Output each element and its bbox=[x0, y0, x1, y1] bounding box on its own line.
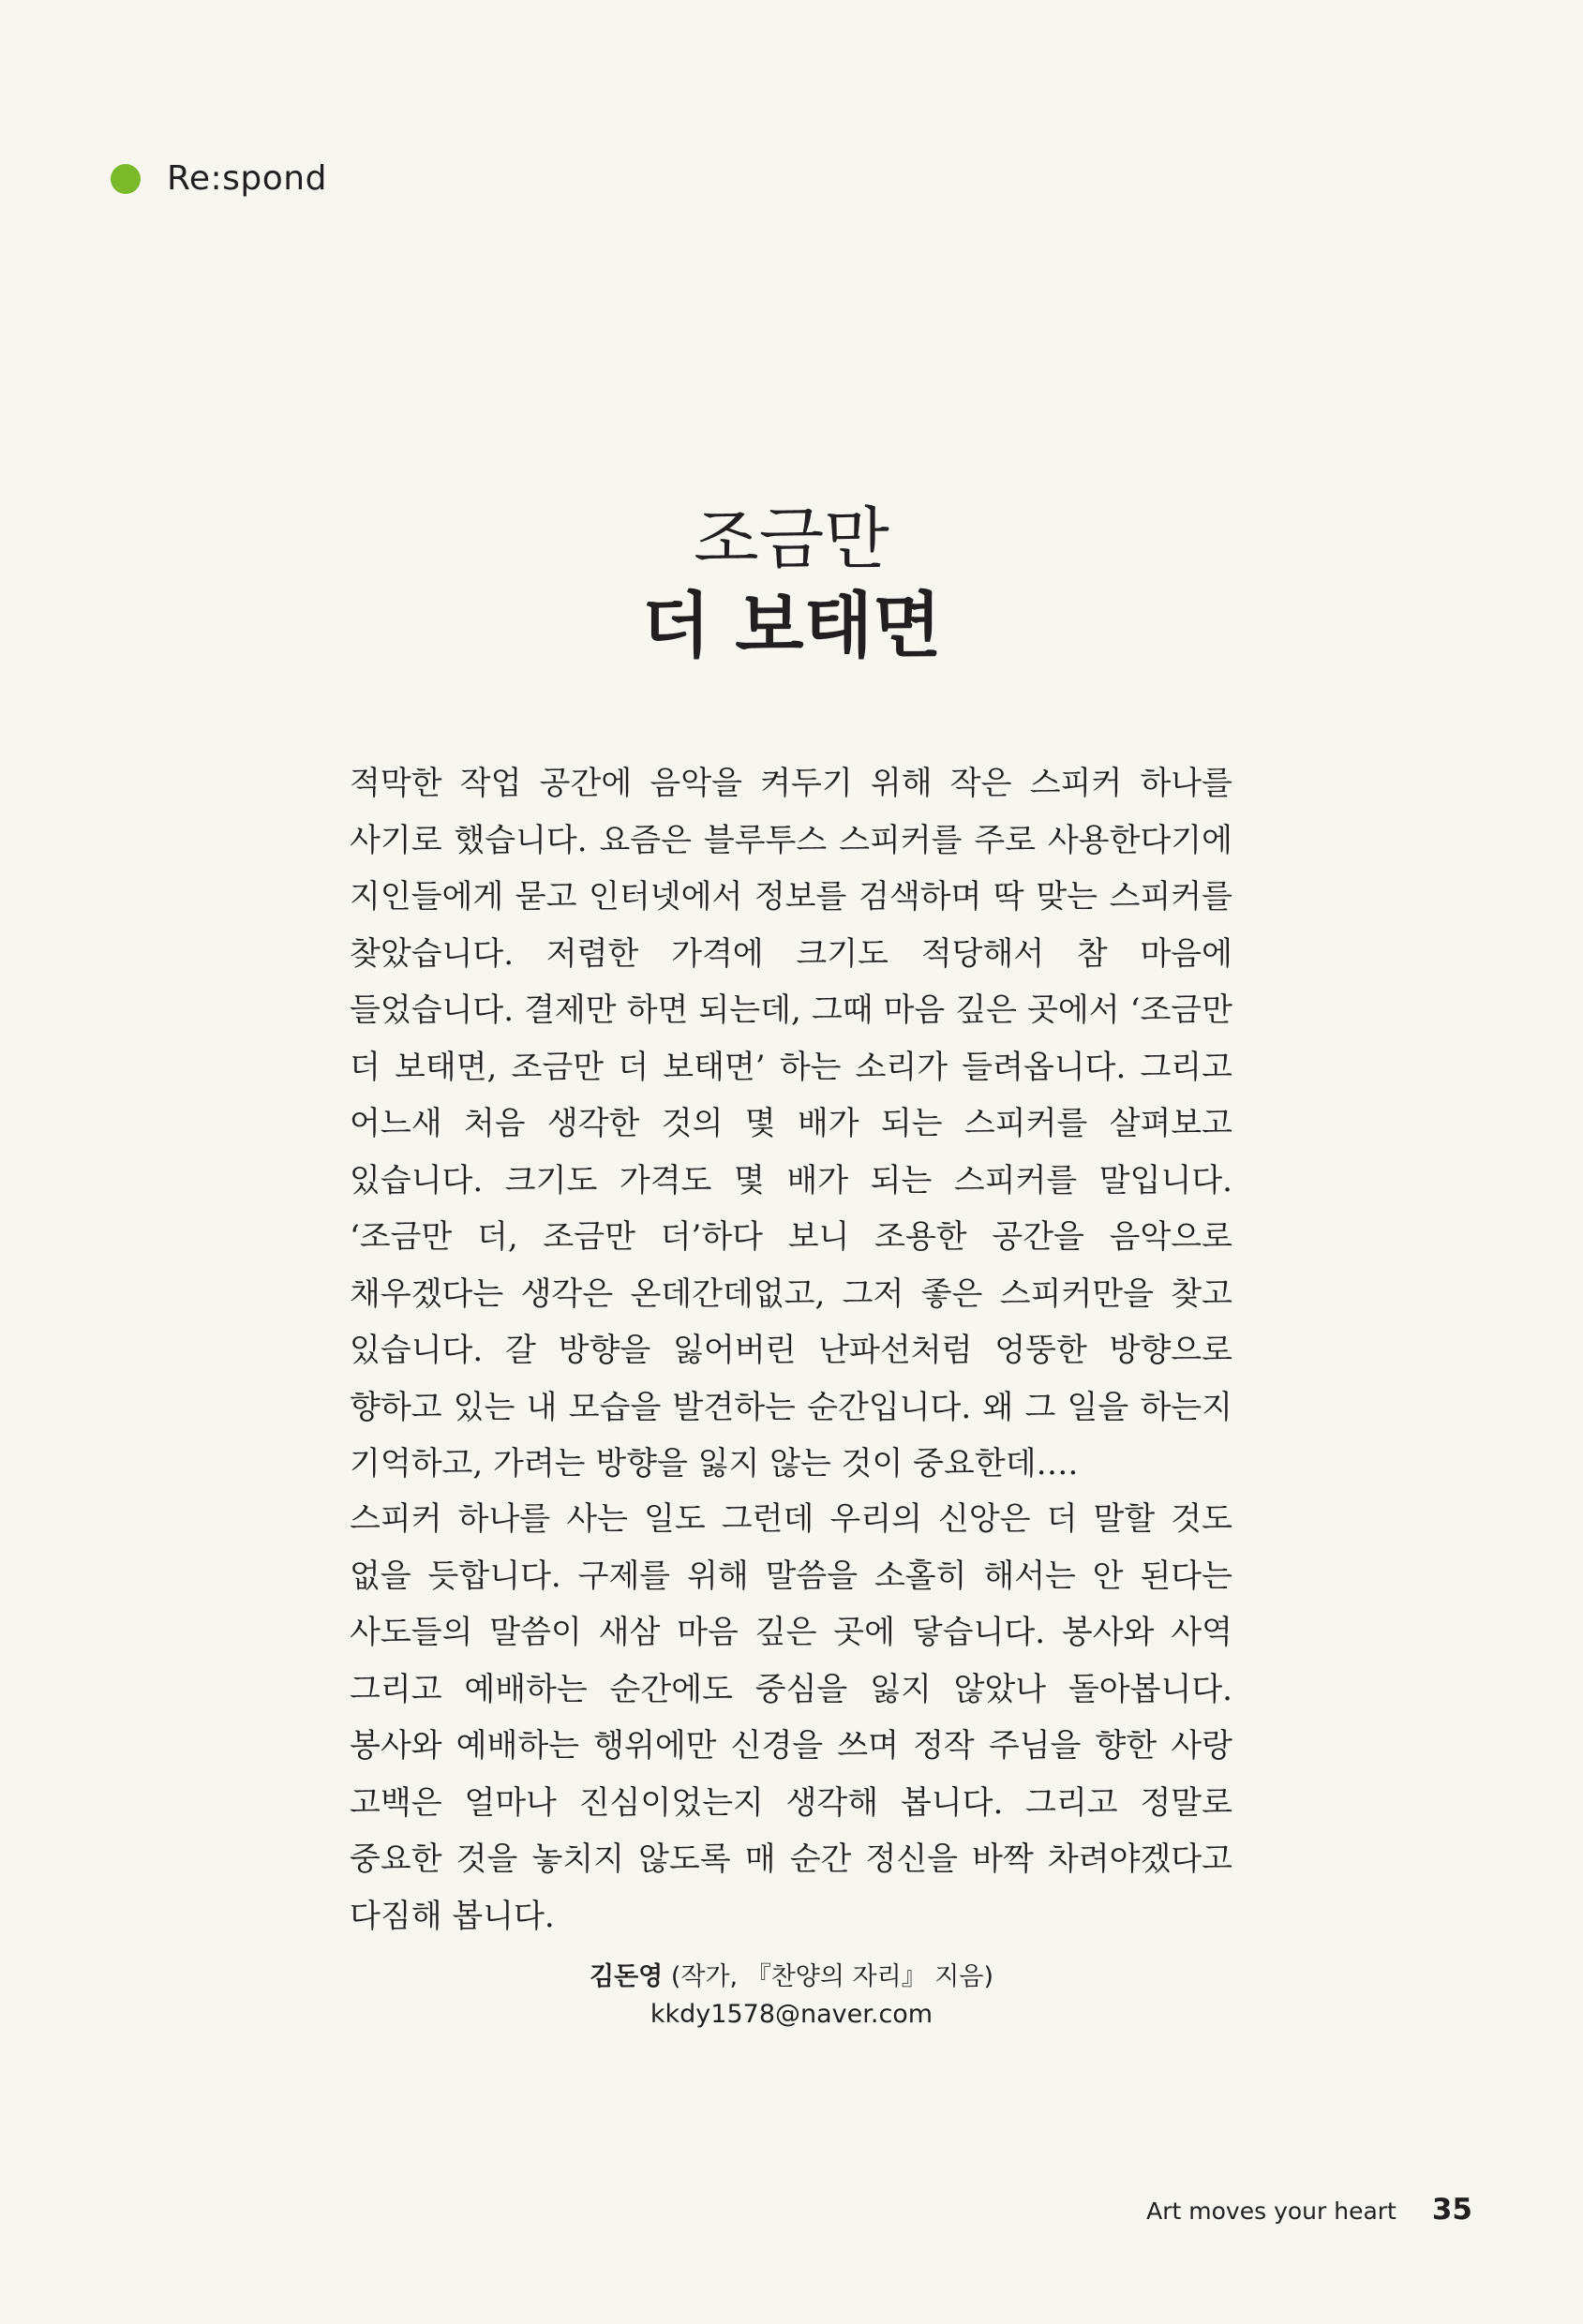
section-tag bbox=[111, 159, 327, 198]
article-title-line-2: 더 보태면 bbox=[641, 584, 942, 667]
author-email: kkdy1578@naver.com bbox=[650, 2000, 933, 2029]
body-paragraph-2: 스피커 하나를 사는 일도 그런데 우리의 신앙은 더 말할 것도 없을 듯합니다. 구제를 위해 말씀을 소홀히 해서는 안 된다는 사도들의 말씀이 새삼 마음 깊은 곳에 닿습니다. 봉사와 사역 그리고 예배하는 순간에도 중심을 잃지 않았나 돌아봅니다. 봉사와 예배하는 행위에만 신경을 쓰며 정작 주님을 향한 사랑 고백은 얼마나 진심이었는지 생각해 봅니다. 그리고 정말로 중요한 것을 놓치지 않도록 매 순간 정신을 바짝 차려야겠다고 다짐해 봅니다. bbox=[350, 1500, 1232, 1935]
article-title-line-1: 조금만 bbox=[694, 499, 889, 578]
footer-tagline: Art moves your heart bbox=[1146, 2197, 1396, 2225]
author-name: 김돈영 bbox=[590, 1962, 664, 1991]
author-byline bbox=[0, 1959, 1583, 2034]
section-bullet-icon bbox=[111, 164, 141, 194]
section-label: Re:spond bbox=[167, 159, 327, 198]
body-paragraph-1: 적막한 작업 공간에 음악을 켜두기 위해 작은 스피커 하나를 사기로 했습니다. 요즘은 블루투스 스피커를 주로 사용한다기에 지인들에게 묻고 인터넷에서 정보를 검색하며 딱 맞는 스피커를 찾았습니다. 저렴한 가격에 크기도 적당해서 참 마음에 들었습니다. 결제만 하면 되는데, 그때 마음 깊은 곳에서 ‘조금만 더 보태면, 조금만 더 보태면’ 하는 소리가 들려옵니다. 그리고 어느새 처음 생각한 것의 몇 배가 되는 스피커를 살펴보고 있습니다. 크기도 가격도 몇 배가 되는 스피커를 말입니다. ‘조금만 더, 조금만 더’하다 보니 조용한 공간을 음악으로 채우겠다는 생각은 온데간데없고, 그저 좋은 스피커만을 찾고 있습니다. 갈 방향을 잃어버린 난파선처럼 엉뚱한 방향으로 향하고 있는 내 모습을 발견하는 순간입니다. 왜 그 일을 하는지 기억하고, 가려는 방향을 잃지 않는 것이 중요한데…. bbox=[350, 765, 1232, 1482]
author-description: (작가, 『찬양의 자리』 지음) bbox=[670, 1962, 993, 1991]
page-number: 35 bbox=[1431, 2193, 1472, 2227]
page-footer bbox=[1146, 2193, 1472, 2227]
